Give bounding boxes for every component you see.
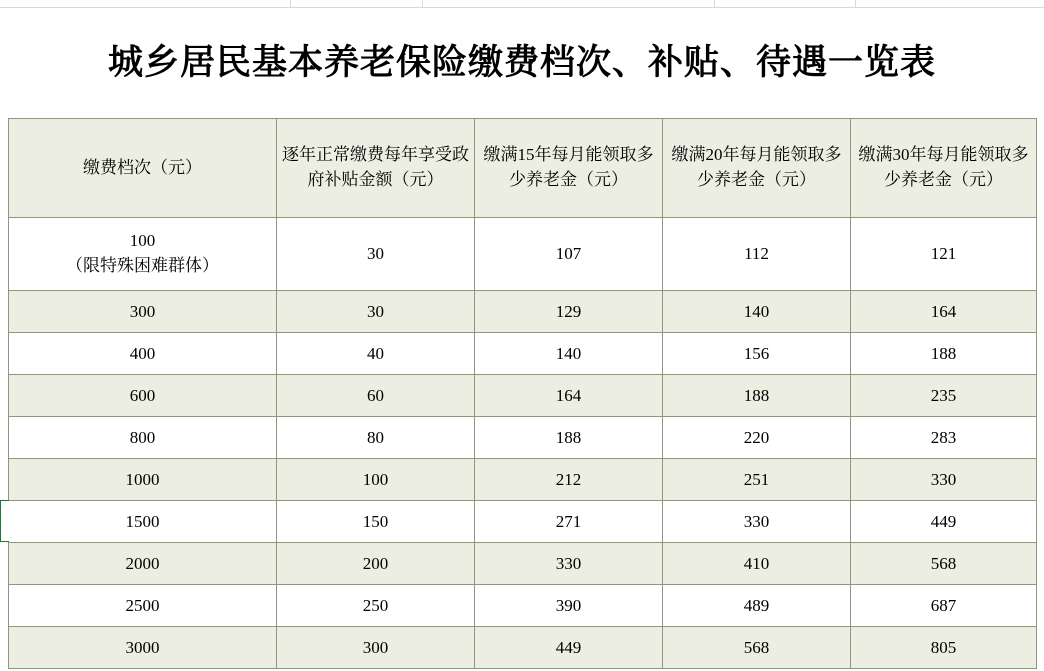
table-row [9, 218, 1037, 291]
cell-15-years: 107 [475, 218, 663, 291]
cell-contribution-level: 600 [9, 375, 277, 417]
cell-20-years: 251 [663, 459, 851, 501]
table-row [9, 291, 1037, 333]
cell-edge-b [714, 0, 856, 8]
cell-annual-subsidy: 30 [277, 291, 475, 333]
cell-20-years: 330 [663, 501, 851, 543]
cell-15-years: 188 [475, 417, 663, 459]
cell-30-years: 188 [851, 333, 1037, 375]
cell-30-years: 568 [851, 543, 1037, 585]
table-row [9, 627, 1037, 669]
cell-20-years: 489 [663, 585, 851, 627]
table-row [9, 585, 1037, 627]
cell-annual-subsidy: 150 [277, 501, 475, 543]
cell-contribution-level: 100 （限特殊困难群体） [9, 218, 277, 291]
cell-30-years: 330 [851, 459, 1037, 501]
cell-30-years: 449 [851, 501, 1037, 543]
cell-annual-subsidy: 40 [277, 333, 475, 375]
table-header [9, 119, 1037, 218]
table-body [9, 218, 1037, 669]
cell-30-years: 687 [851, 585, 1037, 627]
cell-15-years: 140 [475, 333, 663, 375]
pension-table [8, 118, 1037, 669]
cell-30-years: 235 [851, 375, 1037, 417]
cell-15-years: 390 [475, 585, 663, 627]
cell-contribution-level: 300 [9, 291, 277, 333]
column-header-annual-subsidy: 逐年正常缴费每年享受政府补贴金额（元） [277, 119, 475, 218]
cell-contribution-level: 2500 [9, 585, 277, 627]
cell-annual-subsidy: 30 [277, 218, 475, 291]
cell-20-years: 156 [663, 333, 851, 375]
column-header-30-years: 缴满30年每月能领取多少养老金（元） [851, 119, 1037, 218]
cell-15-years: 271 [475, 501, 663, 543]
table-row-selected [9, 501, 1037, 543]
cell-15-years: 129 [475, 291, 663, 333]
row-selection-marker[interactable] [0, 500, 9, 542]
cell-20-years: 112 [663, 218, 851, 291]
cell-contribution-level: 1500 [9, 501, 277, 543]
table-row [9, 417, 1037, 459]
cell-contribution-level: 1000 [9, 459, 277, 501]
table-row [9, 333, 1037, 375]
page-title: 城乡居民基本养老保险缴费档次、补贴、待遇一览表 [107, 43, 936, 82]
cell-annual-subsidy: 250 [277, 585, 475, 627]
table-row [9, 459, 1037, 501]
cell-20-years: 568 [663, 627, 851, 669]
table-row [9, 375, 1037, 417]
cell-15-years: 330 [475, 543, 663, 585]
sheet-row-edge [0, 0, 1044, 8]
cell-contribution-level: 2000 [9, 543, 277, 585]
cell-contribution-level: 800 [9, 417, 277, 459]
cell-20-years: 220 [663, 417, 851, 459]
column-header-20-years: 缴满20年每月能领取多少养老金（元） [663, 119, 851, 218]
title-cell [0, 8, 1044, 112]
cell-annual-subsidy: 200 [277, 543, 475, 585]
cell-annual-subsidy: 60 [277, 375, 475, 417]
cell-20-years: 188 [663, 375, 851, 417]
cell-edge-a [290, 0, 423, 8]
cell-15-years: 164 [475, 375, 663, 417]
cell-20-years: 410 [663, 543, 851, 585]
cell-contribution-level: 400 [9, 333, 277, 375]
column-header-contribution-level: 缴费档次（元） [9, 119, 277, 218]
cell-annual-subsidy: 80 [277, 417, 475, 459]
cell-20-years: 140 [663, 291, 851, 333]
cell-30-years: 805 [851, 627, 1037, 669]
table-row [9, 543, 1037, 585]
cell-30-years: 164 [851, 291, 1037, 333]
cell-30-years: 283 [851, 417, 1037, 459]
cell-30-years: 121 [851, 218, 1037, 291]
cell-contribution-level: 3000 [9, 627, 277, 669]
cell-15-years: 212 [475, 459, 663, 501]
cell-annual-subsidy: 300 [277, 627, 475, 669]
header-row [9, 119, 1037, 218]
cell-15-years: 449 [475, 627, 663, 669]
column-header-15-years: 缴满15年每月能领取多少养老金（元） [475, 119, 663, 218]
cell-annual-subsidy: 100 [277, 459, 475, 501]
